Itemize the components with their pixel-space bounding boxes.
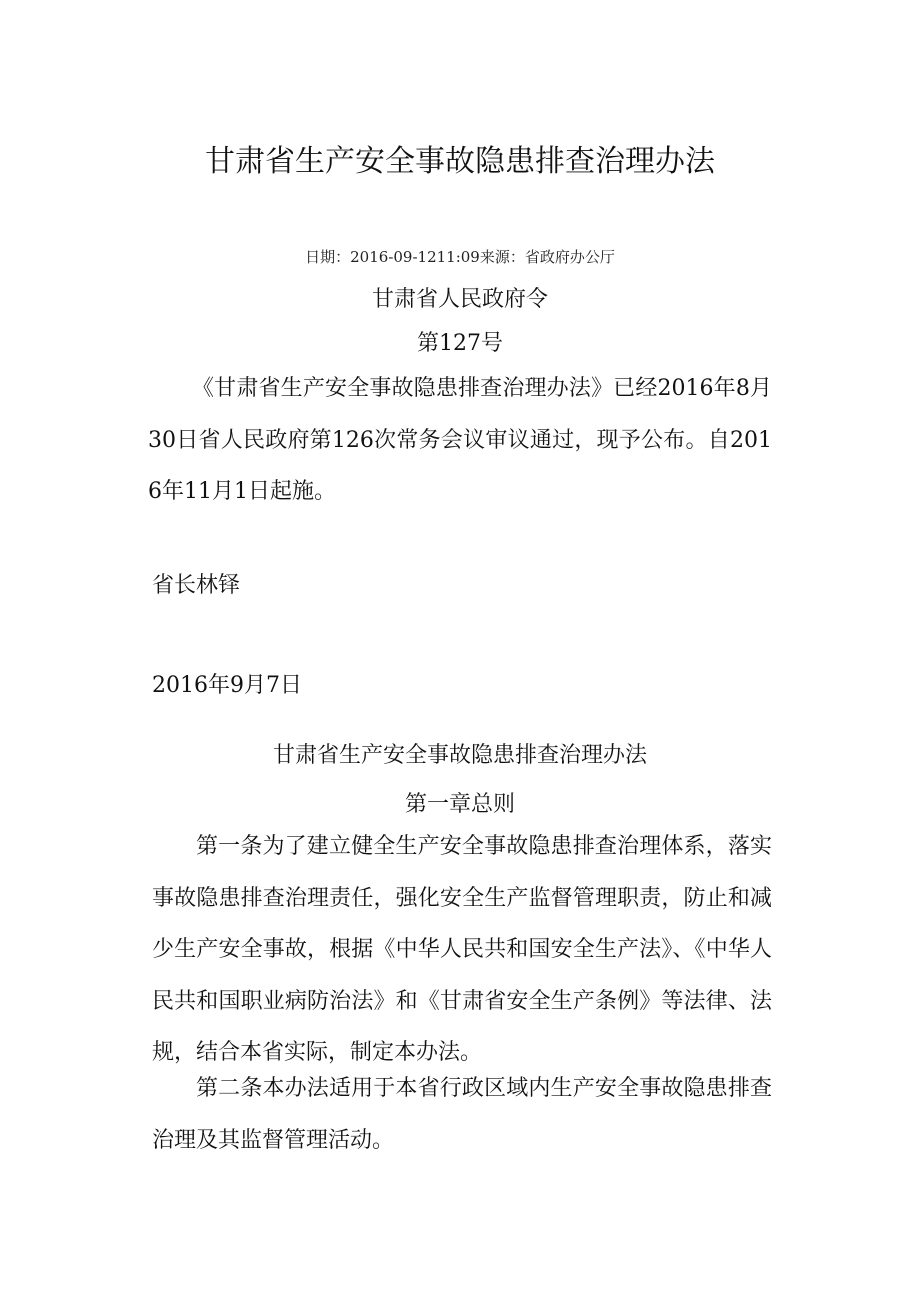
chapter-title: 第一章总则 — [404, 792, 515, 817]
order-heading: 甘肃省人民政府令 — [371, 287, 548, 312]
document-title: 甘肃省生产安全事故隐患排查治理办法 — [205, 144, 715, 179]
sign-date: 2016年9月7日 — [152, 673, 302, 698]
order-number: 第127号 — [417, 331, 503, 356]
announcement-paragraph: 《甘肃省生产安全事故隐患排查治理办法》已经2016年8月30日省人民政府第126次常务会议审议通过，现予公布。自2016年11月1日起施。 — [148, 376, 772, 504]
document-meta: 日期：2016-09-1211:09来源：省政府办公厅 — [305, 248, 615, 266]
article-2: 第二条本办法适用于本省行政区域内生产安全事故隐患排查治理及其监督管理活动。 — [152, 1076, 772, 1153]
regulation-title: 甘肃省生产安全事故隐患排查治理办法 — [272, 743, 647, 768]
article-1: 第一条为了建立健全生产安全事故隐患排查治理体系，落实事故隐患排查治理责任，强化安全生产监督管理职责，防止和减少生产安全事故，根据《中华人民共和国安全生产法》、《中华人民共和国职业病防治法》和《甘肃省安全生产条例》等法律、法规，结合本省实际，制定本办法。 — [152, 834, 772, 1065]
signatory: 省长林铎 — [152, 573, 241, 598]
